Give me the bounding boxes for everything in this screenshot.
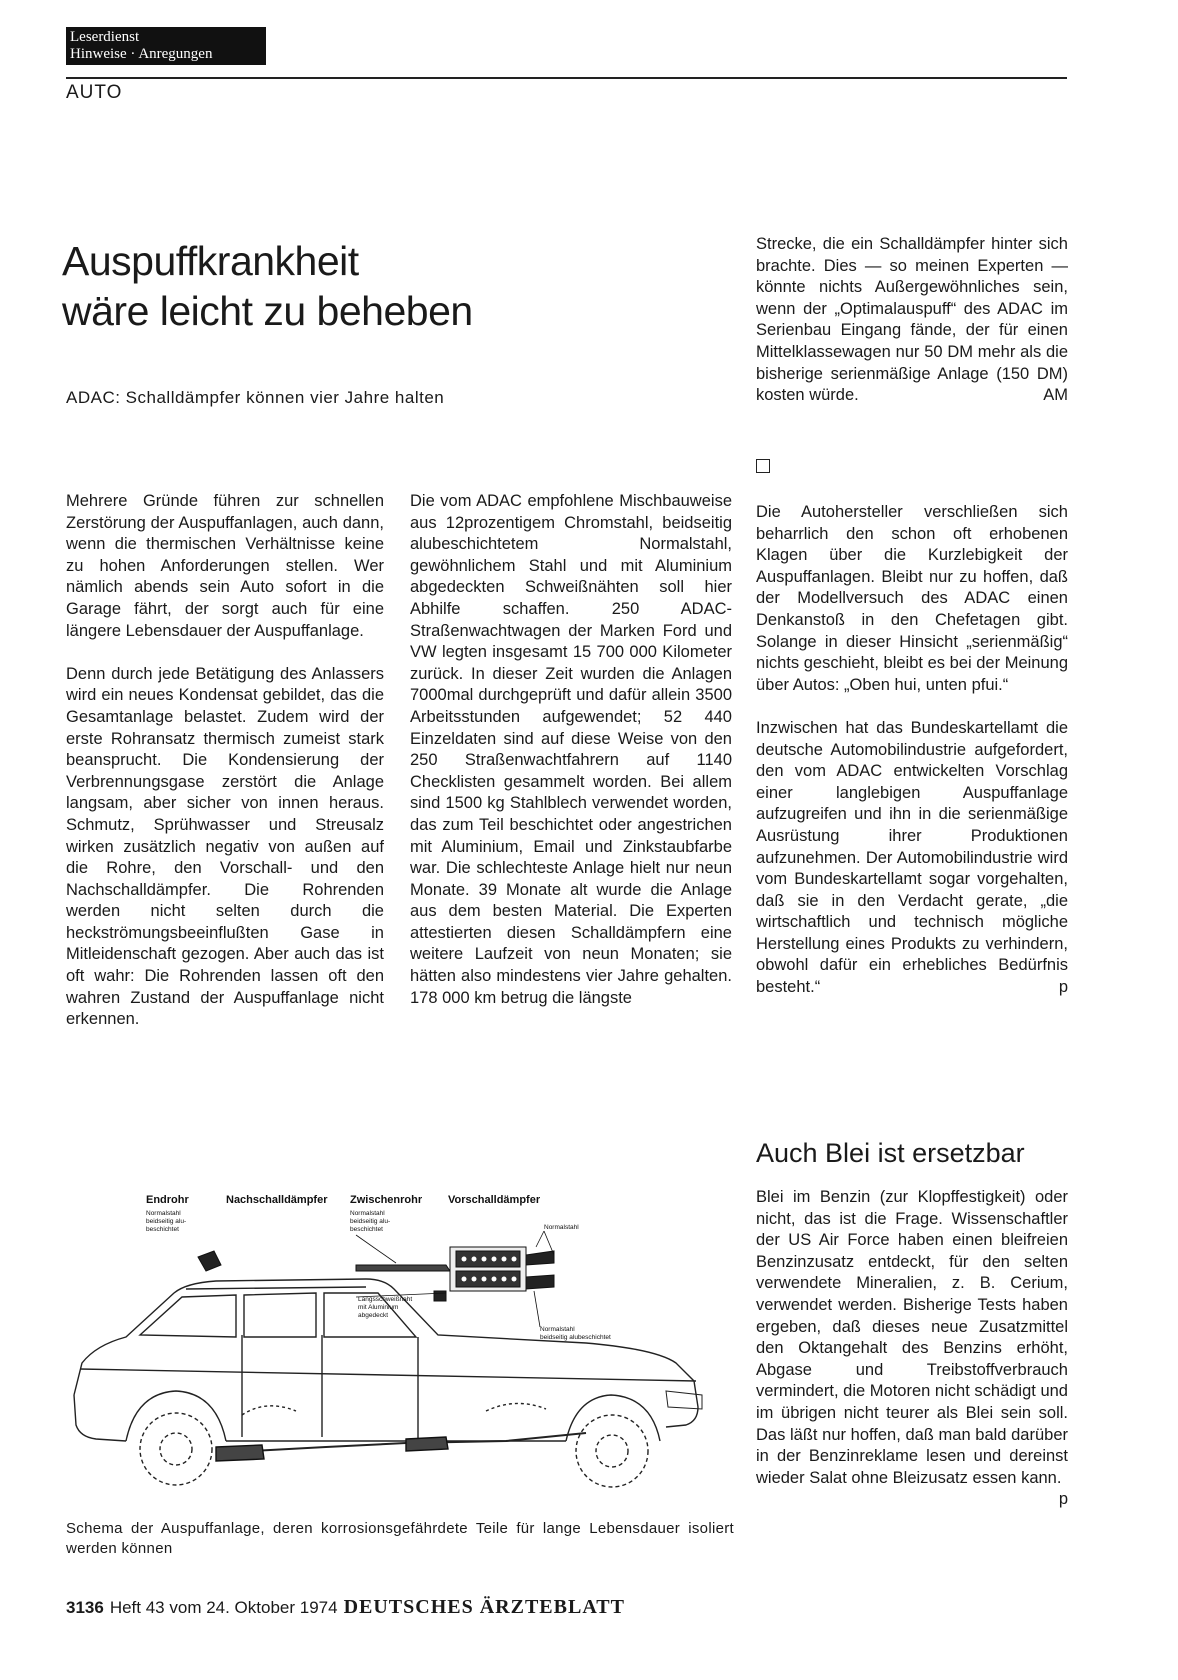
label-normalstahl-2-line1: Normalstahl [540, 1326, 575, 1333]
paragraph-text: Strecke, die ein Schalldämpfer hinter sich brachte. Dies — so meinen Experten — könnte nichts Außergewöhnliches sein, wenn der „Optimalauspuff“ des ADAC im Serienbau Eingang fände, der für einen Mittelklassewagen nur 50 DM mehr als die bisherige serienmäßige Anlage (150 DM) kosten würde. [756, 235, 1068, 405]
wheel-front [576, 1415, 648, 1487]
label-laengsschweissnaht-3: abgedeckt [358, 1312, 388, 1319]
issue-info: Heft 43 vom 24. Oktober 1974 [109, 1598, 338, 1617]
zwischenrohr-part [356, 1265, 450, 1271]
headline-line-2: wäre leicht zu beheben [62, 288, 473, 334]
window-middle [244, 1293, 316, 1337]
paragraph-text: Blei im Benzin (zur Klopffestigkeit) oder nicht, das ist die Frage. Wissenschaftler der US Air Force haben einen bleifreien Benzinzusatz entdeckt, für den selten verwendete Mineralien, z. B. Cerium, verwendet werden. Bisherige Tests haben ergeben, daß dieses neue Zusatzmittel den Oktangehalt des Benzins erhöht, Abgase und Treibstoffverbrauch vermindert, die Motoren nicht schädigt und im übrigen nicht teurer als Blei sein soll. Das läßt nur hoffen, daß man bald darüber in der Benzinreklame lesen und dereinst wieder Salat ohne Bleizusatz essen kann. [756, 1188, 1068, 1487]
paragraph: Die vom ADAC empfohlene Mischbauweise aus 12prozentigem Chromstahl, beidseitig alubeschichtetem Normalstahl, gewöhnlichem Stahl und mit Aluminium abgedeckten Schweißnähten soll hier Abhilfe schaffen. 250 ADAC-Straßenwachtwagen der Marken Ford und VW legten insgesamt 15 700 000 Kilometer zurück. In dieser Zeit wurden die Anlagen 7000mal durchgeprüft und dafür allein 3500 Arbeitsstunden aufgewendet; 52 440 Einzeldaten sind auf diese Weise von den 250 Straßenwachtfahrern auf 1140 Checklisten gesammelt worden. Bei allem sind 1500 kg Stahlblech verwendet worden, das zum Teil beschichtet oder angestrichen mit Aluminium, Email und Zinkstaubfarbe war. Die schlechteste Anlage hielt nur neun Monate. 39 Monate alt wurde die Anlage aus dem besten Material. Die Experten attestierten diesen Schalldämpfern eine weitere Laufzeit von neun Monaten; sie hätten also mindestens vier Jahre gehalten. 178 000 km betrug die längste [410, 492, 732, 1007]
label-normalstahl: Normalstahl [544, 1224, 579, 1231]
headline-line-1: Auspuffkrankheit [62, 238, 359, 284]
category-label: AUTO [66, 82, 123, 103]
exhaust-line [216, 1433, 586, 1453]
label-zwischenrohr: Zwischenrohr [350, 1194, 423, 1206]
label-laengsschweissnaht-1: Längsschweißnaht [358, 1296, 413, 1303]
article-headline [62, 236, 473, 336]
label-endrohr-sub1: Normalstahl [146, 1210, 181, 1217]
car-roof [186, 1287, 366, 1289]
author-signature: p [1058, 978, 1068, 997]
window-rear [140, 1295, 236, 1337]
paragraph [756, 1187, 1068, 1509]
section-line-2: Hinweise · Anregungen [70, 46, 213, 62]
paragraph [756, 718, 1068, 999]
label-normalstahl-2-line2: beidseitig alubeschichtet [540, 1334, 611, 1341]
label-vorschalldaempfer: Vorschalldämpfer [448, 1194, 541, 1206]
endrohr-part [198, 1251, 221, 1271]
article2-body [756, 1187, 1068, 1511]
paragraph-text: Inzwischen hat das Bundeskartellamt die deutsche Automobilindustrie aufgefordert, den vom ADAC entwickelten Vorschlag einer langlebigen Auspuffanlage aufzugreifen und ihn in die serienmäßige Ausrüstung ihrer Produktionen aufzunehmen. Der Automobilindustrie wird vom Bundeskartellamt sogar vorgehalten, daß sie in den Verdacht gerate, „die wirtschaftlich und technisch mögliche Herstellung eines Produkts zu verhindern, obwohl dafür ein erhebliches Bedürfnis besteht.“ [756, 718, 1068, 997]
page-footer [66, 1596, 625, 1619]
vorschalldaempfer-part [434, 1247, 554, 1301]
section-label [66, 27, 266, 65]
paragraph: Denn durch jede Betätigung des Anlassers wird ein neues Kondensat gebildet, das die Gesamtanlage belastet. Zudem wird der erste Rohransatz thermisch zumeist stark beansprucht. Die Kondensierung der Verbrennungsgase zerstört die Anlage langsam, aber sicher von innen heraus. Schmutz, Sprühwasser und Streusalz wirken zusätzlich negativ von außen auf die Rohre, den Vorschall- und den Nachschalldämpfer. Die Rohrenden werden nicht selten durch die heckströmungsbeeinflußten Gase in Mitleidenschaft gezogen. Aber auch das ist oft wahr: Die Rohrenden lassen oft den wahren Zustand der Auspuffanlage nicht erkennen. [66, 664, 384, 1029]
article-column-1 [66, 491, 384, 1031]
article-subheadline: ADAC: Schalldämpfer können vier Jahre halten [66, 388, 445, 407]
article-column-3-top [756, 234, 1068, 407]
author-signature: AM [1043, 386, 1068, 405]
label-nachschalldaempfer: Nachschalldämpfer [226, 1194, 328, 1206]
page-number: 3136 [66, 1598, 104, 1617]
label-endrohr-sub2: beidseitig alu- [146, 1218, 187, 1225]
label-laengsschweissnaht-2: mit Aluminium [358, 1304, 399, 1311]
wheel-rear [140, 1413, 212, 1485]
label-endrohr-sub3: beschichtet [146, 1226, 179, 1233]
figure-caption: Schema der Auspuffanlage, deren korrosionsgefährdete Teile für lange Lebensdauer isoliert werden können [66, 1520, 734, 1557]
paragraph: Die Autohersteller verschließen sich beharrlich den schon oft erhobenen Klagen über die Kurzlebigkeit der Auspuffanlagen. Bleibt nur zu hoffen, daß der Modellversuch des ADAC einen Denkanstoß in den Chefetagen gibt. Solange in dieser Hinsicht „serienmäßig“ nichts geschieht, bleibt es bei der Meinung über Autos: „Oben hui, unten pfui.“ [756, 503, 1068, 694]
section-line-1: Leserdienst [70, 29, 140, 45]
article-column-3 [756, 502, 1068, 999]
label-endrohr: Endrohr [146, 1194, 189, 1206]
paragraph: Mehrere Gründe führen zur schnellen Zerstörung der Auspuffanlagen, auch dann, wenn die thermischen Verhältnisse keine zu hohen Anforderungen stellen. Wer nämlich abends sein Auto sofort in die Garage fährt, der sorgt auch für eine längere Lebensdauer der Auspuffanlage. [66, 492, 384, 640]
article-column-2 [410, 491, 732, 1009]
label-zwischenrohr-sub3: beschichtet [350, 1226, 383, 1233]
end-of-article-box [756, 459, 770, 473]
label-zwischenrohr-sub1: Normalstahl [350, 1210, 385, 1217]
author-signature: p [1058, 1490, 1068, 1509]
header-rule [66, 77, 1067, 79]
journal-name: DEUTSCHES ÄRZTEBLATT [343, 1596, 625, 1618]
article2-headline: Auch Blei ist ersetzbar [756, 1138, 1025, 1168]
exhaust-diagram [66, 1185, 734, 1515]
label-zwischenrohr-sub2: beidseitig alu- [350, 1218, 391, 1225]
paragraph [756, 234, 1068, 407]
